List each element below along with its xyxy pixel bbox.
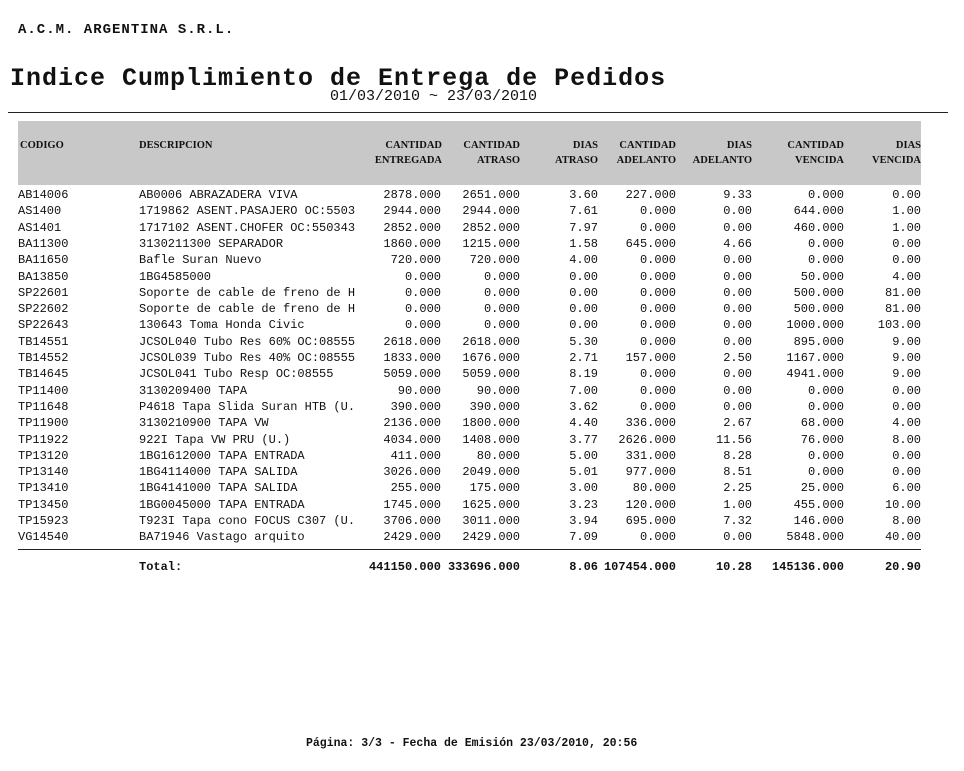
report-title: Indice Cumplimiento de Entrega de Pedidos: [10, 64, 667, 93]
cell-dias-vencida: 0.00: [892, 253, 921, 268]
cell-dias-vencida: 6.00: [892, 481, 921, 496]
cell-dias-atraso: 4.40: [569, 416, 598, 431]
cell-cantidad-vencida: 0.000: [807, 448, 844, 463]
cell-descripcion: JCSOL041 Tubo Resp OC:08555: [139, 367, 334, 382]
cell-descripcion: P4618 Tapa Slida Suran HTB (U.: [139, 399, 356, 414]
cell-dias-adelanto: 0.00: [723, 204, 752, 219]
cell-cantidad-entregada: 1745.000: [383, 497, 441, 512]
cell-dias-vencida: 8.00: [892, 514, 921, 528]
table-row: [0, 187, 964, 203]
cell-descripcion: Soporte de cable de freno de H: [139, 302, 356, 317]
table-row: [0, 513, 964, 529]
cell-codigo: BA11300: [18, 236, 69, 251]
cell-cantidad-atraso: 0.000: [483, 269, 520, 284]
cell-cantidad-entregada: 2878.000: [383, 188, 441, 202]
table-row: [0, 334, 964, 350]
cell-cantidad-vencida: 1000.000: [786, 318, 844, 333]
table-row: [0, 366, 964, 382]
cell-descripcion: 3130210900 TAPA VW: [139, 416, 269, 431]
cell-dias-atraso: 7.09: [569, 530, 598, 545]
table-row: [0, 448, 964, 464]
cell-cantidad-vencida: 1167.000: [786, 351, 844, 365]
col-header-cantidad-vencida: CANTIDAD VENCIDA: [787, 140, 844, 166]
table-row: [0, 317, 964, 333]
total-dias-adelanto: 10.28: [715, 560, 752, 574]
col-header-dias-vencida: DIAS VENCIDA: [871, 140, 921, 166]
cell-codigo: TP11648: [18, 399, 69, 414]
cell-cantidad-vencida: 0.000: [807, 399, 844, 414]
cell-dias-vencida: 40.00: [884, 530, 921, 545]
cell-codigo: BA13850: [18, 269, 69, 284]
cell-codigo: TB14551: [18, 334, 69, 349]
cell-cantidad-adelanto: 0.000: [639, 530, 676, 545]
cell-cantidad-entregada: 3026.000: [383, 465, 441, 480]
cell-dias-vencida: 0.00: [892, 383, 921, 398]
cell-dias-atraso: 5.00: [569, 448, 598, 463]
cell-descripcion: 1BG4141000 TAPA SALIDA: [139, 481, 298, 496]
cell-dias-atraso: 0.00: [569, 285, 598, 300]
cell-codigo: TP13450: [18, 497, 69, 512]
cell-dias-atraso: 3.94: [569, 514, 598, 528]
cell-dias-vencida: 0.00: [892, 465, 921, 480]
cell-cantidad-adelanto: 977.000: [625, 465, 676, 480]
cell-cantidad-atraso: 90.000: [476, 383, 520, 398]
cell-dias-adelanto: 0.00: [723, 253, 752, 268]
cell-descripcion: 922I Tapa VW PRU (U.): [139, 432, 291, 447]
cell-cantidad-adelanto: 695.000: [625, 514, 676, 528]
cell-cantidad-adelanto: 120.000: [625, 497, 676, 512]
col-header-cantidad-adelanto: CANTIDAD ADELANTO: [616, 140, 676, 166]
cell-cantidad-vencida: 25.000: [800, 481, 844, 496]
cell-codigo: AS1400: [18, 204, 62, 219]
cell-codigo: TP13410: [18, 481, 69, 496]
cell-descripcion: 1BG1612000 TAPA ENTRADA: [139, 448, 305, 463]
cell-dias-atraso: 7.61: [569, 204, 598, 219]
cell-cantidad-adelanto: 336.000: [625, 416, 676, 431]
cell-cantidad-vencida: 146.000: [793, 514, 844, 528]
cell-cantidad-adelanto: 0.000: [639, 318, 676, 333]
cell-cantidad-entregada: 2429.000: [383, 530, 441, 545]
table-row: [0, 415, 964, 431]
cell-codigo: AB14006: [18, 188, 69, 202]
cell-codigo: TP15923: [18, 514, 69, 528]
cell-descripcion: 3130209400 TAPA: [139, 383, 248, 398]
cell-dias-vencida: 8.00: [892, 432, 921, 447]
cell-cantidad-adelanto: 0.000: [639, 367, 676, 382]
cell-cantidad-vencida: 50.000: [800, 269, 844, 284]
total-dias-vencida: 20.90: [884, 560, 921, 574]
cell-dias-adelanto: 0.00: [723, 269, 752, 284]
cell-dias-adelanto: 11.56: [715, 432, 752, 447]
cell-cantidad-entregada: 5059.000: [383, 367, 441, 382]
cell-cantidad-adelanto: 2626.000: [618, 432, 676, 447]
cell-cantidad-atraso: 1800.000: [462, 416, 520, 431]
col-header-cantidad-entregada: CANTIDAD ENTREGADA: [374, 140, 442, 166]
cell-cantidad-atraso: 0.000: [483, 285, 520, 300]
totals-row: [0, 559, 964, 575]
cell-descripcion: AB0006 ABRAZADERA VIVA: [139, 188, 298, 202]
cell-codigo: SP22601: [18, 285, 69, 300]
cell-cantidad-entregada: 390.000: [390, 399, 441, 414]
cell-cantidad-adelanto: 645.000: [625, 236, 676, 251]
cell-dias-vencida: 103.00: [877, 318, 921, 333]
table-row: [0, 236, 964, 252]
cell-codigo: TB14645: [18, 367, 69, 382]
table-row: [0, 269, 964, 285]
page-footer: Página: 3/3 - Fecha de Emisión 23/03/2010, 20:56: [306, 737, 638, 750]
cell-dias-vencida: 0.00: [892, 399, 921, 414]
cell-descripcion: 1719862 ASENT.PASAJERO OC:5503: [139, 204, 356, 219]
table-row: [0, 252, 964, 268]
cell-cantidad-atraso: 175.000: [469, 481, 520, 496]
total-cantidad-entregada: 441150.000: [368, 560, 441, 574]
cell-cantidad-vencida: 500.000: [793, 285, 844, 300]
cell-cantidad-vencida: 460.000: [793, 220, 844, 235]
table-row: [0, 399, 964, 415]
cell-codigo: TP13120: [18, 448, 69, 463]
cell-cantidad-atraso: 2852.000: [462, 220, 520, 235]
cell-cantidad-atraso: 720.000: [469, 253, 520, 268]
cell-cantidad-vencida: 0.000: [807, 236, 844, 251]
cell-cantidad-adelanto: 0.000: [639, 269, 676, 284]
cell-cantidad-vencida: 0.000: [807, 253, 844, 268]
cell-cantidad-entregada: 255.000: [390, 481, 441, 496]
cell-codigo: VG14540: [18, 530, 69, 545]
cell-cantidad-entregada: 0.000: [404, 285, 441, 300]
cell-descripcion: 1BG0045000 TAPA ENTRADA: [139, 497, 305, 512]
cell-dias-atraso: 3.60: [569, 188, 598, 202]
cell-cantidad-adelanto: 227.000: [625, 188, 676, 202]
cell-dias-atraso: 5.30: [569, 334, 598, 349]
cell-dias-adelanto: 0.00: [723, 367, 752, 382]
cell-dias-vencida: 9.00: [892, 334, 921, 349]
cell-cantidad-atraso: 2618.000: [462, 334, 520, 349]
cell-dias-atraso: 1.58: [569, 236, 598, 251]
cell-dias-adelanto: 2.67: [723, 416, 752, 431]
col-header-codigo: CODIGO: [20, 140, 64, 151]
cell-cantidad-entregada: 411.000: [390, 448, 441, 463]
cell-cantidad-adelanto: 331.000: [625, 448, 676, 463]
cell-cantidad-atraso: 2049.000: [462, 465, 520, 480]
cell-dias-atraso: 0.00: [569, 269, 598, 284]
cell-dias-atraso: 3.00: [569, 481, 598, 496]
cell-cantidad-vencida: 0.000: [807, 188, 844, 202]
cell-cantidad-atraso: 1676.000: [462, 351, 520, 365]
cell-cantidad-vencida: 455.000: [793, 497, 844, 512]
cell-descripcion: 3130211300 SEPARADOR: [139, 236, 284, 251]
cell-cantidad-adelanto: 157.000: [625, 351, 676, 365]
cell-dias-vencida: 9.00: [892, 367, 921, 382]
cell-dias-atraso: 5.01: [569, 465, 598, 480]
cell-cantidad-entregada: 3706.000: [383, 514, 441, 528]
cell-dias-adelanto: 7.32: [723, 514, 752, 528]
table-row: [0, 464, 964, 480]
cell-dias-vencida: 81.00: [884, 285, 921, 300]
company-name: A.C.M. ARGENTINA S.R.L.: [18, 22, 235, 38]
cell-cantidad-adelanto: 0.000: [639, 302, 676, 317]
cell-dias-adelanto: 8.28: [723, 448, 752, 463]
cell-dias-vencida: 0.00: [892, 448, 921, 463]
cell-cantidad-atraso: 5059.000: [462, 367, 520, 382]
date-range: 01/03/2010 ~ 23/03/2010: [330, 88, 538, 105]
table-header: [18, 121, 921, 185]
cell-cantidad-atraso: 1408.000: [462, 432, 520, 447]
cell-cantidad-entregada: 2852.000: [383, 220, 441, 235]
cell-codigo: SP22602: [18, 302, 69, 317]
cell-descripcion: JCSOL039 Tubo Res 40% OC:08555: [139, 351, 356, 365]
cell-dias-atraso: 4.00: [569, 253, 598, 268]
col-header-dias-atraso: DIAS ATRASO: [555, 140, 598, 166]
cell-dias-adelanto: 0.00: [723, 530, 752, 545]
cell-dias-adelanto: 2.25: [723, 481, 752, 496]
cell-dias-atraso: 0.00: [569, 302, 598, 317]
cell-cantidad-vencida: 68.000: [800, 416, 844, 431]
cell-dias-adelanto: 0.00: [723, 399, 752, 414]
total-label: Total:: [139, 560, 183, 574]
cell-dias-adelanto: 4.66: [723, 236, 752, 251]
cell-dias-vencida: 0.00: [892, 236, 921, 251]
cell-cantidad-adelanto: 0.000: [639, 220, 676, 235]
table-row: [0, 350, 964, 366]
cell-cantidad-vencida: 0.000: [807, 465, 844, 480]
cell-cantidad-atraso: 80.000: [476, 448, 520, 463]
cell-dias-adelanto: 0.00: [723, 334, 752, 349]
cell-dias-vencida: 4.00: [892, 416, 921, 431]
cell-cantidad-vencida: 4941.000: [786, 367, 844, 382]
cell-dias-atraso: 0.00: [569, 318, 598, 333]
cell-cantidad-entregada: 4034.000: [383, 432, 441, 447]
cell-codigo: TP13140: [18, 465, 69, 480]
total-cantidad-adelanto: 107454.000: [603, 560, 676, 574]
table-row: [0, 432, 964, 448]
cell-descripcion: 1BG4114000 TAPA SALIDA: [139, 465, 298, 480]
cell-cantidad-adelanto: 0.000: [639, 253, 676, 268]
cell-cantidad-entregada: 2944.000: [383, 204, 441, 219]
col-header-cantidad-atraso: CANTIDAD ATRASO: [463, 140, 520, 166]
cell-dias-vencida: 4.00: [892, 269, 921, 284]
cell-dias-adelanto: 0.00: [723, 383, 752, 398]
cell-cantidad-entregada: 1860.000: [383, 236, 441, 251]
cell-dias-vencida: 1.00: [892, 204, 921, 219]
cell-dias-vencida: 1.00: [892, 220, 921, 235]
table-row: [0, 220, 964, 236]
cell-cantidad-atraso: 2429.000: [462, 530, 520, 545]
cell-cantidad-vencida: 0.000: [807, 383, 844, 398]
cell-codigo: TB14552: [18, 351, 69, 365]
cell-cantidad-atraso: 0.000: [483, 318, 520, 333]
total-cantidad-vencida: 145136.000: [771, 560, 844, 574]
cell-descripcion: Bafle Suran Nuevo: [139, 253, 262, 268]
cell-cantidad-adelanto: 0.000: [639, 204, 676, 219]
cell-cantidad-atraso: 2944.000: [462, 204, 520, 219]
title-divider: [8, 112, 948, 113]
cell-cantidad-vencida: 5848.000: [786, 530, 844, 545]
cell-dias-adelanto: 0.00: [723, 302, 752, 317]
cell-descripcion: 130643 Toma Honda Civic: [139, 318, 305, 333]
table-row: [0, 480, 964, 496]
cell-cantidad-vencida: 895.000: [793, 334, 844, 349]
cell-codigo: TP11400: [18, 383, 69, 398]
cell-cantidad-adelanto: 0.000: [639, 383, 676, 398]
cell-dias-atraso: 3.62: [569, 399, 598, 414]
cell-dias-vencida: 81.00: [884, 302, 921, 317]
cell-cantidad-entregada: 720.000: [390, 253, 441, 268]
table-row: [0, 529, 964, 545]
cell-descripcion: T923I Tapa cono FOCUS C307 (U.: [139, 514, 356, 528]
cell-cantidad-vencida: 76.000: [800, 432, 844, 447]
cell-cantidad-entregada: 2136.000: [383, 416, 441, 431]
cell-codigo: BA11650: [18, 253, 69, 268]
cell-codigo: AS1401: [18, 220, 62, 235]
cell-cantidad-vencida: 644.000: [793, 204, 844, 219]
cell-dias-adelanto: 0.00: [723, 285, 752, 300]
cell-cantidad-entregada: 1833.000: [383, 351, 441, 365]
table-row: [0, 383, 964, 399]
cell-dias-atraso: 3.77: [569, 432, 598, 447]
cell-dias-atraso: 7.00: [569, 383, 598, 398]
col-header-dias-adelanto: DIAS ADELANTO: [692, 140, 752, 166]
cell-codigo: SP22643: [18, 318, 69, 333]
total-cantidad-atraso: 333696.000: [447, 560, 520, 574]
cell-dias-atraso: 2.71: [569, 351, 598, 365]
cell-cantidad-entregada: 0.000: [404, 269, 441, 284]
cell-cantidad-atraso: 2651.000: [462, 188, 520, 202]
cell-codigo: TP11922: [18, 432, 69, 447]
cell-cantidad-vencida: 500.000: [793, 302, 844, 317]
cell-dias-vencida: 0.00: [892, 188, 921, 202]
cell-descripcion: Soporte de cable de freno de H: [139, 285, 356, 300]
cell-descripcion: 1717102 ASENT.CHOFER OC:550343: [139, 220, 356, 235]
cell-cantidad-entregada: 0.000: [404, 318, 441, 333]
cell-cantidad-atraso: 3011.000: [462, 514, 520, 528]
cell-cantidad-adelanto: 0.000: [639, 334, 676, 349]
cell-cantidad-adelanto: 80.000: [632, 481, 676, 496]
cell-cantidad-atraso: 0.000: [483, 302, 520, 317]
cell-dias-adelanto: 1.00: [723, 497, 752, 512]
cell-codigo: TP11900: [18, 416, 69, 431]
cell-cantidad-atraso: 1625.000: [462, 497, 520, 512]
cell-cantidad-entregada: 90.000: [397, 383, 441, 398]
cell-cantidad-adelanto: 0.000: [639, 399, 676, 414]
totals-divider: [18, 549, 921, 550]
cell-cantidad-adelanto: 0.000: [639, 285, 676, 300]
cell-dias-adelanto: 2.50: [723, 351, 752, 365]
col-header-descripcion: DESCRIPCION: [139, 140, 213, 151]
table-row: [0, 301, 964, 317]
cell-dias-adelanto: 9.33: [723, 188, 752, 202]
cell-dias-atraso: 8.19: [569, 367, 598, 382]
cell-cantidad-entregada: 2618.000: [383, 334, 441, 349]
cell-dias-adelanto: 0.00: [723, 220, 752, 235]
cell-dias-vencida: 9.00: [892, 351, 921, 365]
table-row: [0, 285, 964, 301]
cell-dias-atraso: 3.23: [569, 497, 598, 512]
cell-dias-atraso: 7.97: [569, 220, 598, 235]
cell-descripcion: 1BG4585000: [139, 269, 212, 284]
table-row: [0, 497, 964, 513]
table-row: [0, 203, 964, 219]
cell-descripcion: JCSOL040 Tubo Res 60% OC:08555: [139, 334, 356, 349]
cell-dias-vencida: 10.00: [884, 497, 921, 512]
cell-cantidad-atraso: 1215.000: [462, 236, 520, 251]
cell-cantidad-entregada: 0.000: [404, 302, 441, 317]
cell-cantidad-atraso: 390.000: [469, 399, 520, 414]
total-dias-atraso: 8.06: [569, 560, 598, 574]
cell-dias-adelanto: 8.51: [723, 465, 752, 480]
cell-descripcion: BA71946 Vastago arquito: [139, 530, 305, 545]
cell-dias-adelanto: 0.00: [723, 318, 752, 333]
